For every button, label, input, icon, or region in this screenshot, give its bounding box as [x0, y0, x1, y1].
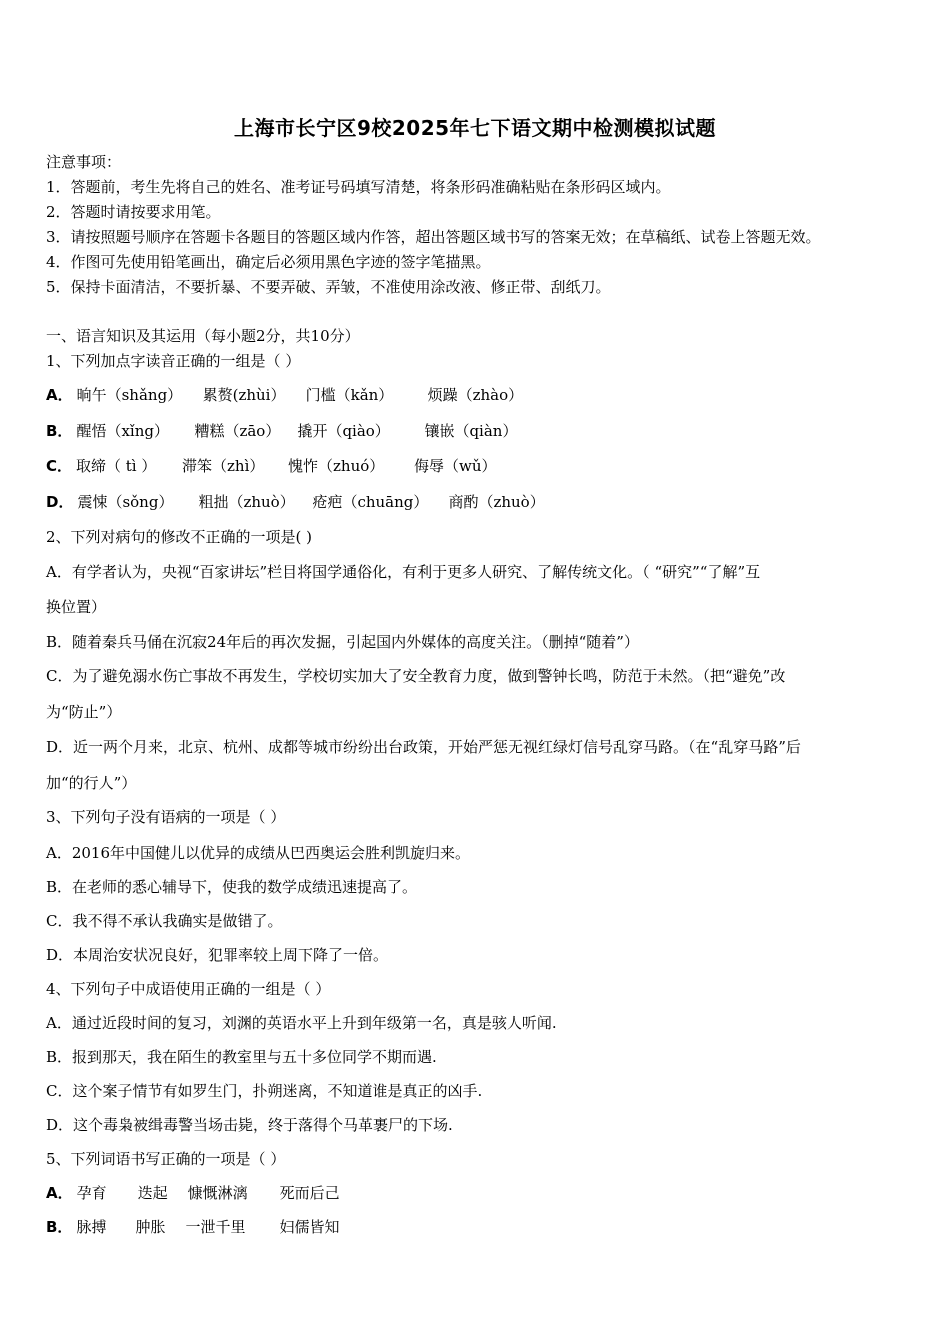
notice-item: 4．作图可先使用铅笔画出，确定后必须用黑色字迹的签字笔描黑。 [46, 253, 491, 271]
option-word: 孕育 [76, 1184, 107, 1202]
option-word: 慷慨淋漓 [187, 1184, 248, 1202]
notice-item: 1．答题前，考生先将自己的姓名、准考证号码填写清楚，将条形码准确粘贴在条形码区域内。 [46, 178, 671, 196]
question-4-option-a: A．通过近段时间的复习，刘渊的英语水平上升到年级第一名，真是骇人听闻. [46, 1014, 557, 1032]
option-label: B． [46, 422, 73, 440]
option-label: B． [46, 1218, 73, 1236]
question-2-option-d: D．近一两个月来，北京、杭州、成都等城市纷纷出台政策，开始严惩无视红绿灯信号乱穿马路。（在“乱穿马路”后 [46, 738, 801, 756]
question-2-option-c-cont: 为“防止”） [46, 703, 122, 721]
option-word: 糟糕（zāo） [194, 422, 281, 440]
question-2-option-a: A．有学者认为，央视“百家讲坛”栏目将国学通俗化，有利于更多人研究、了解传统文化。（ “研究”“了解”互 [46, 563, 761, 581]
question-1-option-b [46, 421, 517, 441]
question-5-option-a [46, 1183, 340, 1203]
option-word: 脉搏 [76, 1218, 107, 1236]
question-3-option-d: D．本周治安状况良好，犯罪率较上周下降了一倍。 [46, 946, 389, 964]
option-label: C． [46, 457, 73, 475]
option-word: 镶嵌（qiàn） [424, 422, 518, 440]
option-word: 粗拙（zhuò） [198, 493, 295, 511]
question-3-stem: 3、下列句子没有语病的一项是（ ） [46, 808, 286, 826]
option-label: A． [46, 1184, 73, 1202]
option-label: D． [46, 493, 74, 511]
question-1-stem: 1、下列加点字读音正确的一组是（ ） [46, 352, 301, 370]
question-2-option-b: B．随着秦兵马俑在沉寂24年后的再次发掘，引起国内外媒体的高度关注。（删掉“随着”） [46, 633, 639, 651]
option-word: 取缔（ tì ） [76, 457, 157, 475]
option-word: 门槛（kǎn） [305, 386, 394, 404]
question-3-option-a: A．2016年中国健儿以优异的成绩从巴西奥运会胜利凯旋归来。 [46, 844, 471, 862]
notice-item: 3．请按照题号顺序在答题卡各题目的答题区域内作答，超出答题区域书写的答案无效；在草稿纸、试卷上答题无效。 [46, 228, 821, 246]
question-1-option-d [46, 492, 545, 512]
option-word: 累赘(zhùi） [202, 386, 286, 404]
option-label: A． [46, 386, 73, 404]
option-word: 晌午（shǎng） [76, 386, 183, 404]
question-4-option-b: B．报到那天，我在陌生的教室里与五十多位同学不期而遇. [46, 1048, 437, 1066]
question-1-option-c [46, 456, 497, 476]
option-word: 商酌（zhuò） [448, 493, 545, 511]
question-4-option-d: D．这个毒枭被缉毒警当场击毙，终于落得个马革裹尸的下场. [46, 1116, 453, 1134]
question-4-option-c: C．这个案子情节有如罗生门，扑朔迷离，不知道谁是真正的凶手. [46, 1082, 483, 1100]
option-word: 烦躁（zhào） [427, 386, 524, 404]
option-word: 迭起 [137, 1184, 168, 1202]
option-word: 妇儒皆知 [279, 1218, 340, 1236]
notice-item: 2．答题时请按要求用笔。 [46, 203, 221, 221]
option-word: 愧怍（zhuó） [288, 457, 385, 475]
option-word: 滞笨（zhì） [182, 457, 265, 475]
question-3-option-b: B．在老师的悉心辅导下，使我的数学成绩迅速提高了。 [46, 878, 418, 896]
option-word: 死而后己 [279, 1184, 340, 1202]
question-3-option-c: C．我不得不承认我确实是做错了。 [46, 912, 283, 930]
question-5-stem: 5、下列词语书写正确的一项是（ ） [46, 1150, 286, 1168]
option-word: 侮辱（wǔ） [414, 457, 497, 475]
option-word: 撬开（qiào） [297, 422, 390, 440]
question-2-option-a-cont: 换位置） [46, 598, 107, 616]
option-word: 一泄千里 [185, 1218, 246, 1236]
option-word: 肿胀 [135, 1218, 166, 1236]
question-2-stem: 2、下列对病句的修改不正确的一项是( ) [46, 528, 313, 546]
page-title: 上海市长宁区9校2025年七下语文期中检测模拟试题 [233, 116, 717, 140]
option-word: 醒悟（xǐng） [76, 422, 169, 440]
notice-heading: 注意事项： [46, 153, 122, 171]
notice-item: 5．保持卡面清洁，不要折暴、不要弄破、弄皱，不准使用涂改液、修正带、刮纸刀。 [46, 278, 611, 296]
question-4-stem: 4、下列句子中成语使用正确的一组是（ ） [46, 980, 331, 998]
option-word: 震悚（sǒng） [77, 493, 174, 511]
question-2-option-c: C．为了避免溺水伤亡事故不再发生，学校切实加大了安全教育力度，做到警钟长鸣，防范于未然。（把“避免”改 [46, 667, 786, 685]
option-word: 疮疤（chuāng） [312, 493, 429, 511]
section-heading: 一、语言知识及其运用（每小题2分，共10分） [46, 327, 360, 345]
question-1-option-a [46, 385, 523, 405]
question-2-option-d-cont: 加“的行人”） [46, 774, 137, 792]
question-5-option-b [46, 1217, 339, 1237]
